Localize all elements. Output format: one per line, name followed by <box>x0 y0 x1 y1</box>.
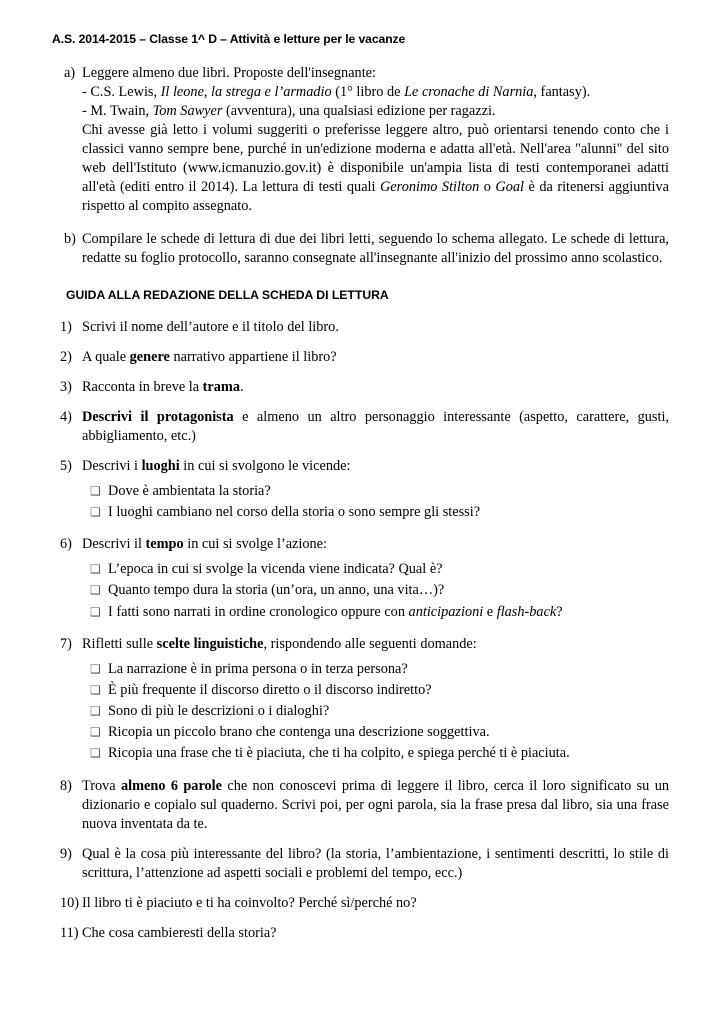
list-item-text: Che cosa cambieresti della storia? <box>82 924 277 941</box>
checkbox-icon: ❑ <box>90 682 101 697</box>
list-item-text: Qual è la cosa più interessante del libro? (la storia, l’ambientazione, i sentimenti descritti, lo stile di scrittura, l’attenzione ad aspetti sociali e problemi del tempo, ecc.) <box>82 845 669 881</box>
checkbox-icon: ❑ <box>90 505 101 520</box>
checkbox-icon: ❑ <box>90 484 101 498</box>
list-item-marker: b) <box>64 231 76 247</box>
sub-list-item <box>82 702 669 721</box>
sub-list-item-text: Quanto tempo dura la storia (un’ora, un anno, una vita…)? <box>108 582 445 599</box>
sub-list-item <box>82 581 669 600</box>
sub-list-item-text: È più frequente il discorso diretto o il discorso indiretto? <box>108 681 432 698</box>
list-item-body <box>82 535 669 623</box>
sub-list-item <box>82 660 669 679</box>
list-item-marker: 4) <box>60 409 72 425</box>
list-item-marker: 8) <box>60 777 72 794</box>
section-title: GUIDA ALLA REDAZIONE DELLA SCHEDA DI LETTURA <box>66 288 389 302</box>
list-item-marker: 10) <box>60 894 80 911</box>
list-item <box>52 457 669 524</box>
list-item-text: Scrivi il nome dell’autore e il titolo del libro. <box>82 319 339 335</box>
list-item-body <box>82 635 669 766</box>
list-item-marker: a) <box>64 65 76 81</box>
sub-list-item <box>82 603 669 622</box>
list-item-text: A quale genere narrativo appartiene il libro? <box>82 349 337 365</box>
list-item-text: Il libro ti è piaciuto e ti ha coinvolto? Perché sì/perché no? <box>82 894 417 911</box>
list-item-marker: 7) <box>60 635 72 652</box>
list-item <box>52 535 669 623</box>
list-item-marker: 2) <box>60 349 72 365</box>
list-item-body <box>82 64 669 216</box>
checkbox-icon: ❑ <box>90 562 101 577</box>
list-item-text: Descrivi il tempo in cui si svolge l’azione: <box>82 536 327 553</box>
lettered-list <box>52 64 669 268</box>
sub-list-item <box>82 560 669 579</box>
checkbox-icon: ❑ <box>90 583 101 598</box>
checkbox-icon: ❑ <box>90 746 101 761</box>
sub-list-item-text: Dove è ambientata la storia? <box>108 483 271 499</box>
list-item <box>52 230 669 268</box>
list-item <box>52 777 669 834</box>
list-item <box>52 894 669 913</box>
list-item-text: Rifletti sulle scelte linguistiche, rispondendo alle seguenti domande: <box>82 635 477 652</box>
list-item-text: Trova almeno 6 parole che non conoscevi prima di leggere il libro, cerca il loro significato su un dizionario e copialo sul quaderno. Scrivi poi, per ogni parola, sia la frase presa dal libro, sia una frase nuova inventata da te. <box>82 777 669 832</box>
sub-list-item <box>82 482 669 501</box>
sub-list-item-text: Ricopia un piccolo brano che contenga una descrizione soggettiva. <box>108 724 490 741</box>
list-item-body <box>82 457 669 524</box>
sub-list <box>82 482 669 522</box>
page-title: A.S. 2014-2015 – Classe 1^ D – Attività e letture per le vacanze <box>52 32 406 46</box>
list-item-body <box>82 378 669 397</box>
list-item-body <box>82 894 669 913</box>
list-item-marker: 1) <box>60 319 72 335</box>
list-item-marker: 6) <box>60 536 72 553</box>
sub-list <box>82 560 669 621</box>
list-item-line: Chi avesse già letto i volumi suggeriti o preferisse leggere altro, può orientarsi tenendo conto che i classici vanno sempre bene, purché in un'edizione moderna e adatta all'età. Nell'area "alunni" del sito web dell'Istituto (www.icmanuzio.gov.it) è disponibile un'ampia lista di testi contemporanei adatti all'età (editi entro il 2014). La lettura di testi quali Geronimo Stilton o Goal è da ritenersi aggiuntiva rispetto al compito assegnato. <box>82 122 670 214</box>
list-item-body <box>82 845 669 883</box>
list-item-marker: 9) <box>60 845 72 862</box>
list-item-body <box>82 777 669 834</box>
list-item <box>52 845 669 883</box>
sub-list-item <box>82 503 669 522</box>
checkbox-icon: ❑ <box>90 704 101 719</box>
list-item <box>52 348 669 367</box>
list-item-marker: 5) <box>60 458 72 474</box>
list-item-text: Descrivi il protagonista e almeno un altro personaggio interessante (aspetto, carattere, gusti, abbigliamento, etc.) <box>82 409 670 444</box>
sub-list-item <box>82 681 669 700</box>
checkbox-icon: ❑ <box>90 661 101 676</box>
list-item-line: - C.S. Lewis, Il leone, la strega e l’armadio (1° libro de Le cronache di Narnia, fantasy). <box>82 84 591 100</box>
list-item-line: Compilare le schede di lettura di due dei libri letti, seguendo lo schema allegato. Le schede di lettura, redatte su foglio protocollo, saranno consegnate all'insegnante all'inizio del prossimo anno scolastico. <box>82 231 669 266</box>
list-item-marker: 11) <box>60 924 79 941</box>
list-item-body <box>82 230 669 268</box>
sub-list-item-text: Ricopia una frase che ti è piaciuta, che ti ha colpito, e spiega perché ti è piaciuta. <box>108 745 570 762</box>
sub-list-item-text: I fatti sono narrati in ordine cronologico oppure con anticipazioni e flash-back? <box>108 603 563 620</box>
list-item <box>52 408 669 446</box>
checkbox-icon: ❑ <box>90 604 101 619</box>
list-item-body <box>82 348 669 367</box>
list-item-body <box>82 924 669 943</box>
sub-list <box>82 660 669 764</box>
list-item-line: - M. Twain, Tom Sawyer (avventura), una qualsiasi edizione per ragazzi. <box>82 103 496 119</box>
sub-list-item <box>82 744 669 763</box>
checkbox-icon: ❑ <box>90 725 101 740</box>
list-item <box>52 318 669 337</box>
list-item-marker: 3) <box>60 379 72 395</box>
list-item-body <box>82 318 669 337</box>
list-item-body <box>82 408 669 446</box>
numbered-list <box>52 318 669 943</box>
list-item-line: Leggere almeno due libri. Proposte dell'insegnante: <box>82 65 376 81</box>
list-item-text: Descrivi i luoghi in cui si svolgono le vicende: <box>82 458 351 474</box>
sub-list-item-text: I luoghi cambiano nel corso della storia o sono sempre gli stessi? <box>108 504 481 521</box>
list-item-text: Racconta in breve la trama. <box>82 379 244 395</box>
sub-list-item-text: L’epoca in cui si svolge la vicenda viene indicata? Qual è? <box>108 561 443 578</box>
sub-list-item-text: Sono di più le descrizioni o i dialoghi? <box>108 703 330 720</box>
sub-list-item-text: La narrazione è in prima persona o in terza persona? <box>108 660 408 677</box>
list-item <box>52 378 669 397</box>
list-item <box>52 64 669 216</box>
list-item <box>52 635 669 766</box>
list-item <box>52 924 669 943</box>
sub-list-item <box>82 723 669 742</box>
